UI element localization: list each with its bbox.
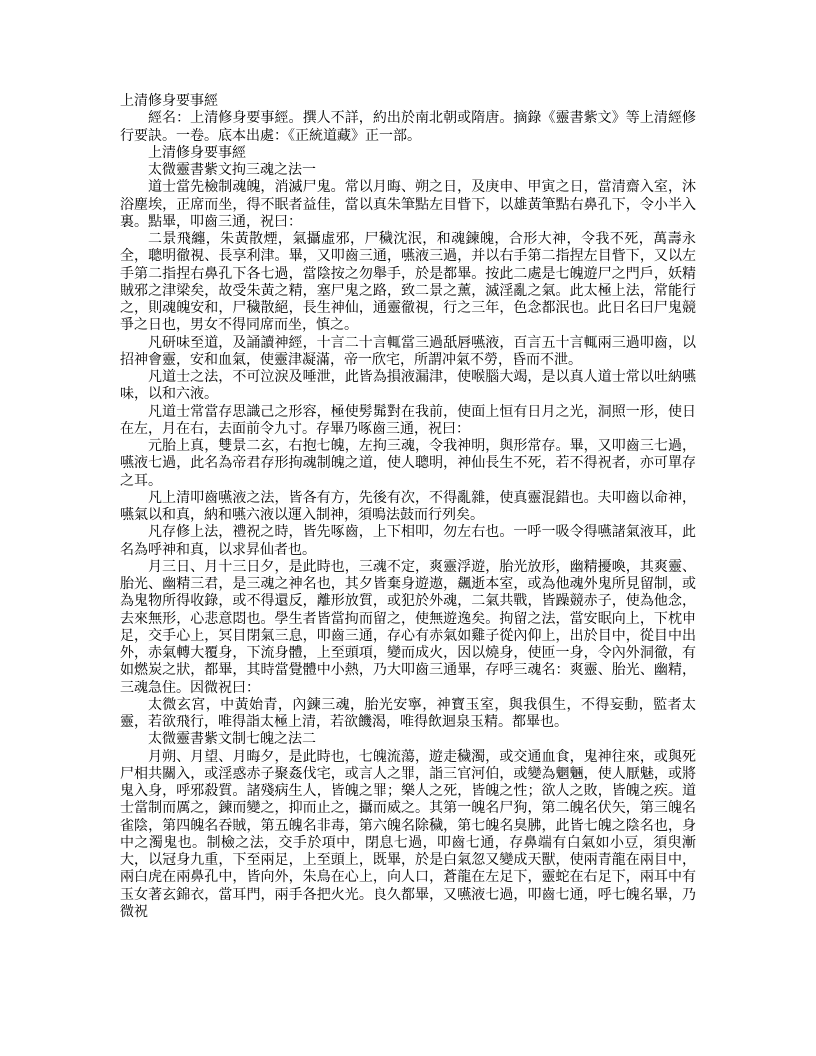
paragraph: 太微玄宮，中黃始青，內鍊三魂，胎光安寧，神寶玉室，與我俱生，不得妄動，監者太靈，若欲飛行，唯得詣太極上清，若欲饑渴，唯得飲迴泉玉精。都畢也。 [120, 697, 696, 730]
paragraph: 道士當先檢制魂魄，消滅尸鬼。常以月晦、朔之日，及庚申、甲寅之日，當清齋入室，沐浴塵埃，正席而坐，得不眠者益佳，當以真朱筆點左目眥下，以雄黃筆點右鼻孔下，令小半入裏。點畢，叩齒三通，祝曰： [120, 180, 696, 230]
paragraph: 凡存修上法，禮祝之時，皆先啄齒，上下相叩，勿左右也。一呼一吸令得嚥諸氣液耳，此名為呼神和真，以求昇仙者也。 [120, 525, 696, 558]
paragraph: 凡道士常當存思識己之形容，極使髣髴對在我前，使面上恒有日月之光，洞照一形，使日在左，月在右，去面前令九寸。存畢乃啄齒三通，祝曰： [120, 404, 696, 437]
paragraph: 元胎上真，雙景二玄，右抱七魄，左拘三魂，令我神明，與形常存。畢，又叩齒三七過，嚥液七過，此名為帝君存形拘魂制魄之道，使人聰明，神仙長生不死，若不得祝者，亦可單存之耳。 [120, 439, 696, 489]
paragraph: 凡研味至道，及誦讀神經，十言二十言輒當三過舐唇嚥液，百言五十言輒兩三過叩齒，以招神會靈，安和血氣，使靈津凝滿，帝一欣宅，所謂冲氣不勞，昏而不泄。 [120, 335, 696, 368]
paragraph: 太微靈書紫文制七魄之法二 [148, 732, 316, 748]
paragraph: 月朔、月望、月晦夕，是此時也，七魄流蕩，遊走穢濁，或交通血食，鬼神往來，或與死尸相共關入，或淫惑赤子聚姦伐宅，或言人之罪，詣三官河伯，或變為魍魎，使人厭魅，或將鬼入身，呼邪殺質。諸殘病生人，皆魄之罪；樂人之死，皆魄之性；欲人之敗，皆魄之疾。道士當制而厲之，鍊而變之，抑而止之，攝而威之。其第一魄名尸狗，第二魄名伏矢，第三魄名雀陰，第四魄名吞賊，第五魄名非毒，第六魄名除穢，第七魄名臭胇，此皆七魄之陰名也，身中之濁鬼也。制檢之法，交手於項中，閉息七過，叩齒七通，存鼻端有白氣如小豆，須臾漸大，以冠身九重，下至兩足，上至頭上，既畢，於是白氣忽又變成天獸，使兩青龍在兩目中，兩白虎在兩鼻孔中，皆向外，朱鳥在心上，向人口，蒼龍在左足下，靈蛇在右足下，兩耳中有玉女著玄錦衣，當耳門，兩手各把火光。良久都畢，又嚥液七過，叩齒七通，呼七魄名畢，乃微祝 [120, 749, 696, 920]
text-block [120, 93, 696, 921]
paragraph: 上清修身要事經 [148, 145, 246, 161]
paragraph: 二景飛纏，朱黃散煙，氣攝虛邪，尸穢沈泯，和魂鍊魄，合形大神，令我不死，萬壽永全，聰明徹視、長享利津。畢，又叩齒三通，嚥液三過，并以右手第二指捏左目眥下，又以左手第二指捏右鼻孔下各七過，當陰按之勿舉手，於是都畢。按此二處是七魄遊尸之門戶，妖精賊邪之津梁矣，故受朱黃之精，塞尸鬼之路，致二景之薰，滅淫亂之氣。此太極上法，常能行之，則魂魄安和，尸穢散絕，長生神仙，通靈徹視，行之三年，色念都泯也。此日名曰尸鬼競爭之日也，男女不得同席而坐，慎之。 [120, 232, 696, 334]
paragraph: 月三日、月十三日夕，是此時也，三魂不定，爽靈浮遊，胎光放形，幽精擾喚，其爽靈、胎光、幽精三君，是三魂之神名也，其夕皆棄身遊遨，飆逝本室，或為他魂外鬼所見留制，或為鬼物所得收錄，或不得還反，離形放質，或犯於外魂，二氣共戰，皆躁競赤子，使為他念，去來無形，心悲意悶也。學生者皆當拘而留之，使無遊逸矣。拘留之法，當安眠向上，下枕申足，交手心上，冥目閉氣三息，叩齒三通，存心有赤氣如雞子從內仰上，出於目中，從目中出外，赤氣轉大覆身，下流身體，上至頭項，變而成火，因以燒身，使匝一身，令內外洞徹，有如燃炭之狀，都畢，其時當覺體中小熱，乃大叩齒三通畢，存呼三魂名：爽靈、胎光、幽精，三魂急住。因微祝曰： [120, 559, 696, 696]
paragraph: 太微靈書紫文拘三魂之法一 [148, 163, 316, 178]
paragraph: 經名：上清修身要事經。撰人不詳，約出於南北朝或隋唐。摘錄《靈書紫文》等上清經修行要訣。一卷。底本出處：《正統道藏》正一部。 [120, 111, 696, 144]
paragraph: 凡上清叩齒嚥液之法，皆各有方，先後有次，不得亂雜，使真靈混錯也。夫叩齒以命神，嚥氣以和真，納和嚥六液以運入制神，須鳴法鼓而行列矣。 [120, 490, 696, 523]
paragraph: 上清修身要事經 [120, 94, 218, 109]
paragraph: 凡道士之法，不可泣淚及唾泄，此皆為損液漏津，使喉腦大竭，是以真人道士常以吐納嚥味，以和六液。 [120, 370, 696, 403]
